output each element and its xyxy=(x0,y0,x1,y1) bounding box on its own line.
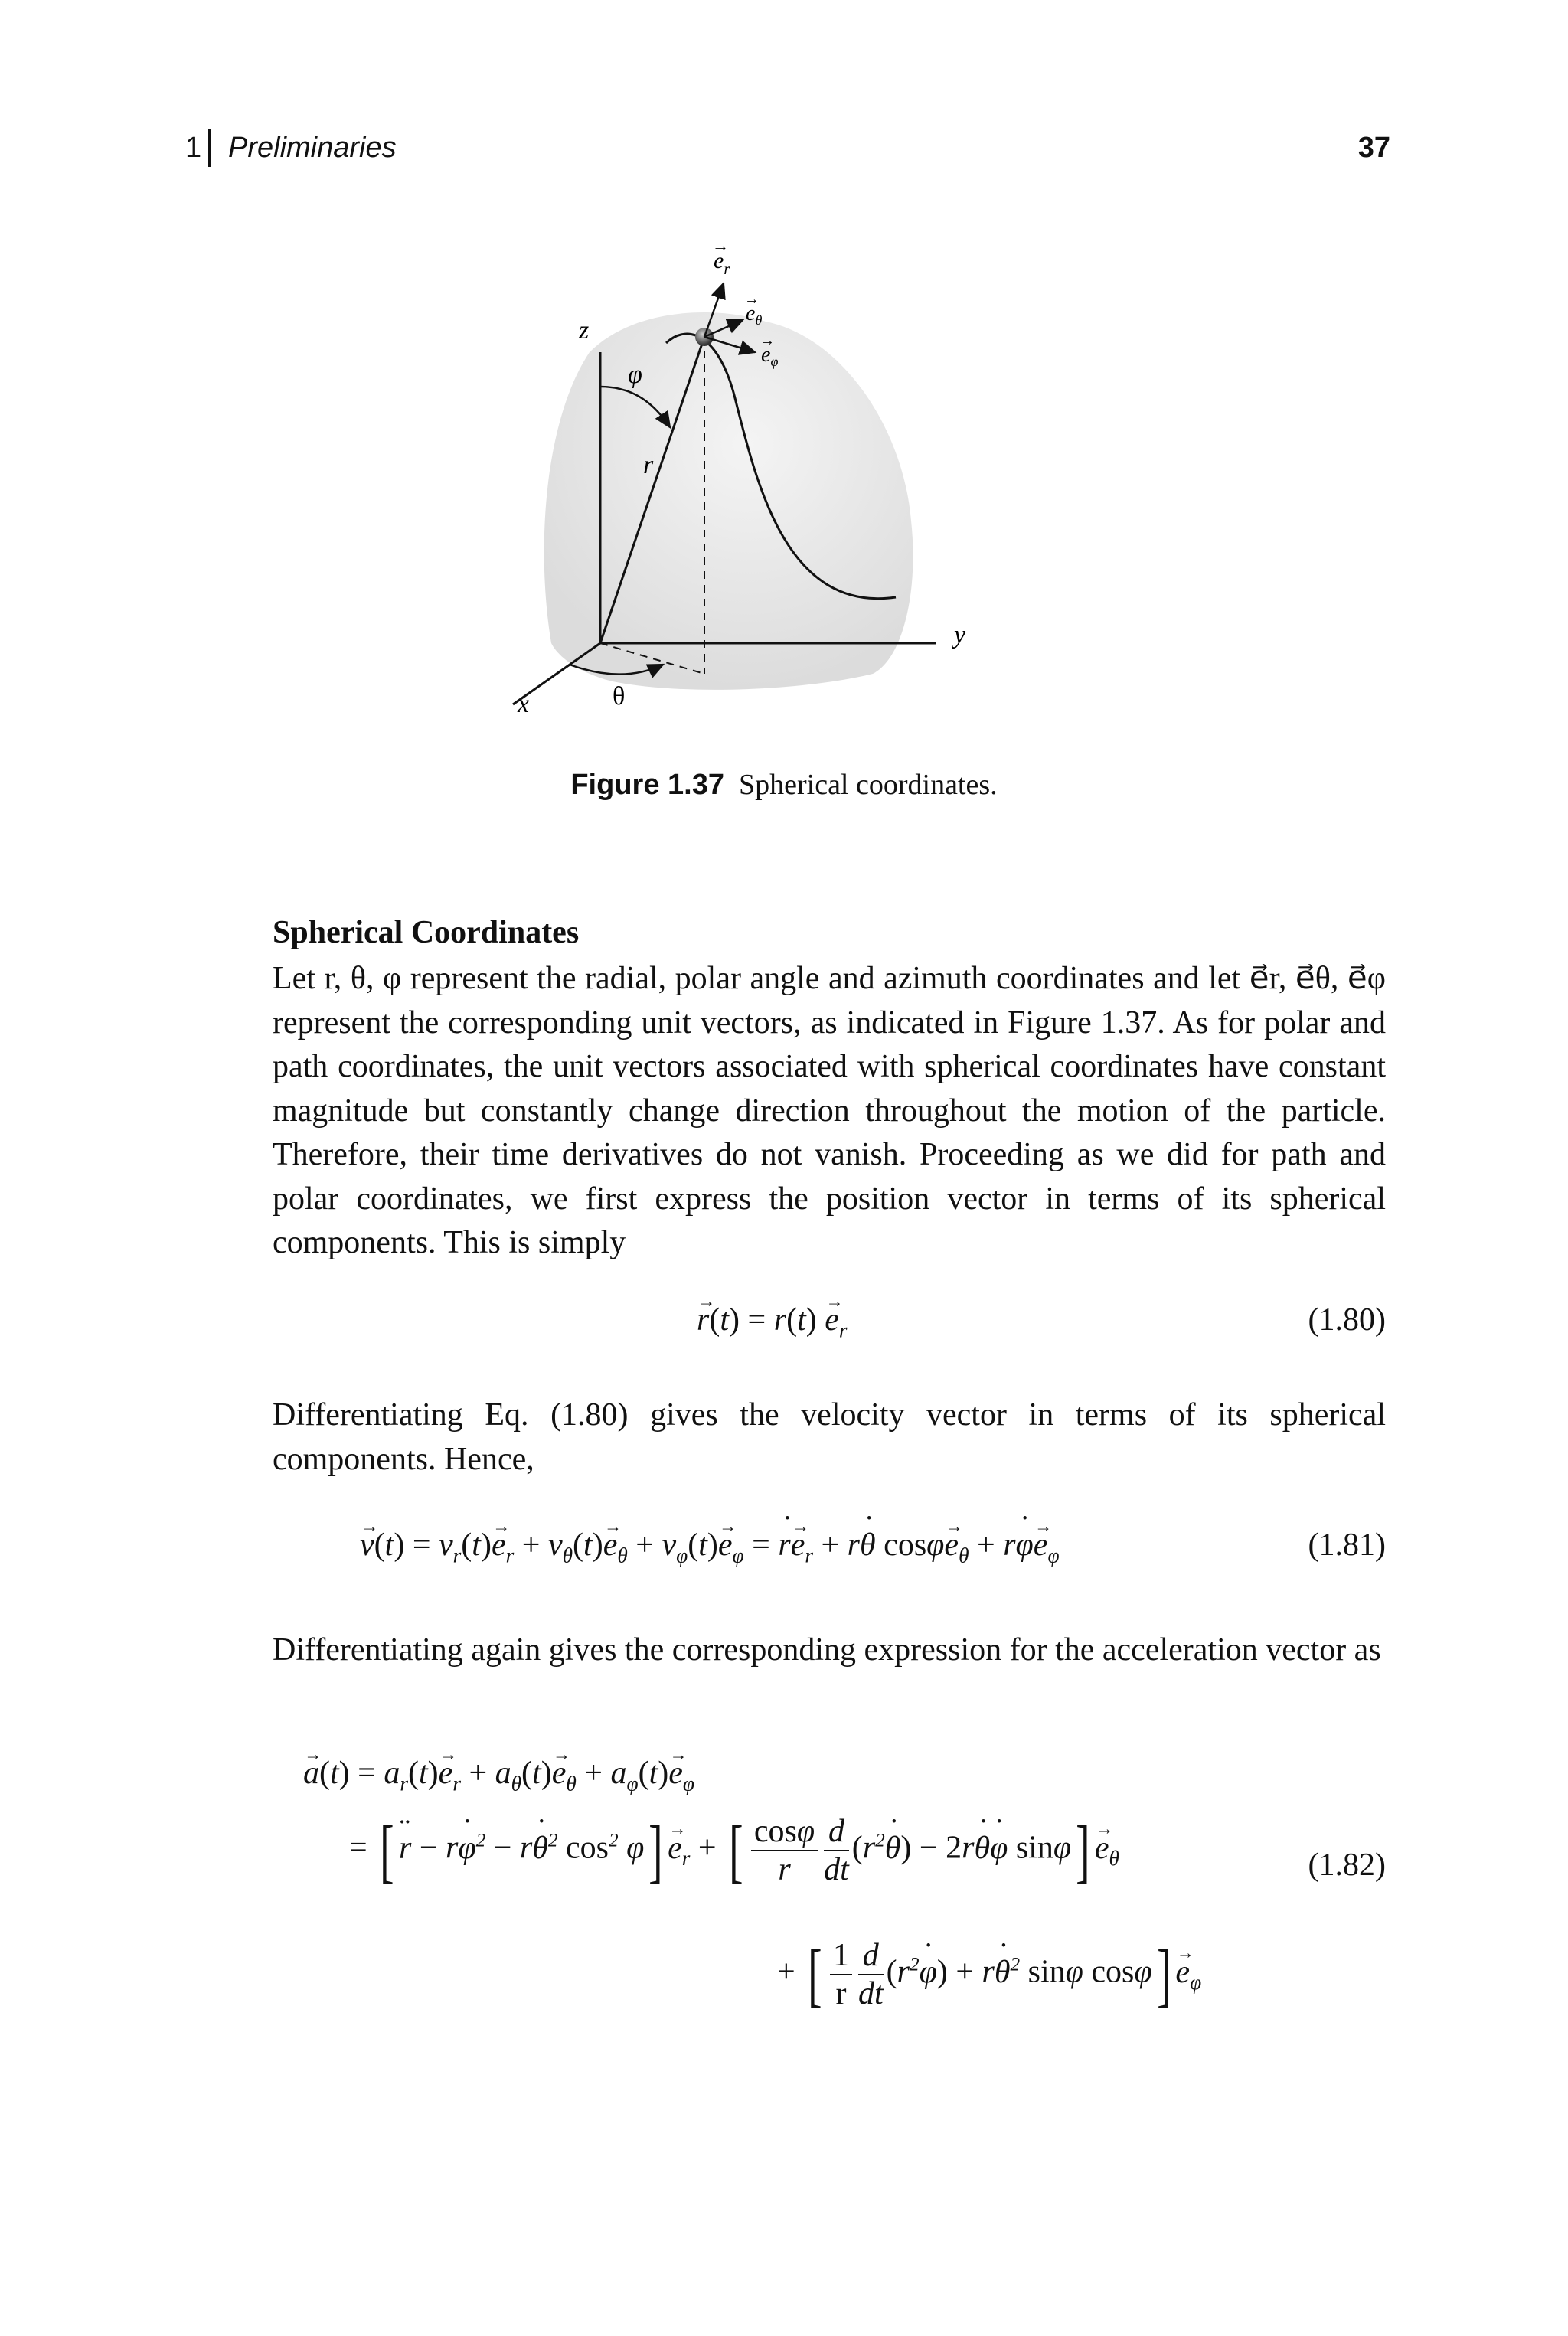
header-divider xyxy=(208,129,211,167)
paragraph-2: Differentiating Eq. (1.80) gives the velocity vector in terms of its spherical components. Hence, xyxy=(273,1397,1386,1477)
paragraph-3: Differentiating again gives the corresponding expression for the acceleration vector as xyxy=(273,1632,1381,1668)
chapter-title: Preliminaries xyxy=(228,132,397,164)
page-header xyxy=(185,132,1390,178)
caption-label: Figure 1.37 xyxy=(570,769,724,801)
label-phi: φ xyxy=(628,361,642,389)
label-x: x xyxy=(518,690,530,718)
label-z: z xyxy=(579,316,590,345)
chapter-number: 1 xyxy=(185,132,202,164)
caption-text: Spherical coordinates. xyxy=(738,769,998,801)
label-er: $e_r$ xyxy=(714,248,730,278)
equation-1-82-line1: → $a(t) = a_r(t)\to e_r + a_\theta(t)\to e_\theta + a_\varphi(t)\to e_\varphi$ xyxy=(303,1755,694,1795)
label-ephi: $e_\varphi$ xyxy=(761,343,779,369)
equation-1-81: → $v(t) = v_r(t)\to e_r + v_\theta(t)\to e_\theta + v_\varphi(t)\to e_\varphi$ = ˙ $r\to e_r$ + r˙ θ $\cos\varphi\to e_\theta$ + r˙ $\varphi\to e_\varphi$ xyxy=(360,1527,1060,1567)
label-er-arrow: → xyxy=(712,236,729,255)
equation-number-1-82: (1.82) xyxy=(1308,1848,1386,1883)
label-y: y xyxy=(954,621,966,649)
figure-caption xyxy=(0,768,1568,802)
page-number: 37 xyxy=(1357,132,1390,164)
section-title: Spherical Coordinates xyxy=(273,915,580,950)
paragraph-1: Let r, θ, φ represent the radial, polar angle and azimuth coordinates and let e⃗r, e⃗θ, e⃗φ represent the corresponding unit vectors, as indicated in Figure 1.37. As for polar and path coordinates, the unit vectors associated with spherical coordinates have constant magnitude but constantly change direction throughout the motion of the particle. Therefore, their time derivatives do not vanish. Proceeding as we did for path and polar coordinates, we first express the position vector in terms of its spherical components. This is simply xyxy=(273,961,1386,1260)
figure-diagram xyxy=(518,230,1041,720)
equation-number-1-80: (1.80) xyxy=(1308,1302,1386,1338)
label-theta: θ xyxy=(612,682,626,711)
figure-spherical-coordinates xyxy=(518,230,1041,720)
label-etheta-arrow: → xyxy=(744,291,760,308)
label-etheta: $e_\theta$ xyxy=(746,302,763,328)
equation-1-82-line2: = [¨ r − r˙ $\varphi^2$ − r˙ $\theta^2$ $\cos^2 \varphi]\to e_r$ + [ $\frac{\cos\varphi}{r}$ $\frac{d}{dt}$ ($r^2˙$ θ) − 2r˙ θ˙ φ $\sin\varphi]\to e_\theta$ xyxy=(349,1813,1119,1888)
equation-1-82-line3: + [ $\frac{1}{r}$ $\frac{d}{dt}$ ($r^2˙$ φ) + r˙ $\theta^2$ sinφ $\cos\varphi]\to e_\varphi$ xyxy=(777,1937,1201,2012)
equation-number-1-81: (1.81) xyxy=(1308,1527,1386,1563)
equation-1-80: → $r(t) = r(t) \to e_r$ xyxy=(697,1302,848,1342)
label-r: r xyxy=(643,451,654,479)
label-ephi-arrow: → xyxy=(760,332,775,349)
